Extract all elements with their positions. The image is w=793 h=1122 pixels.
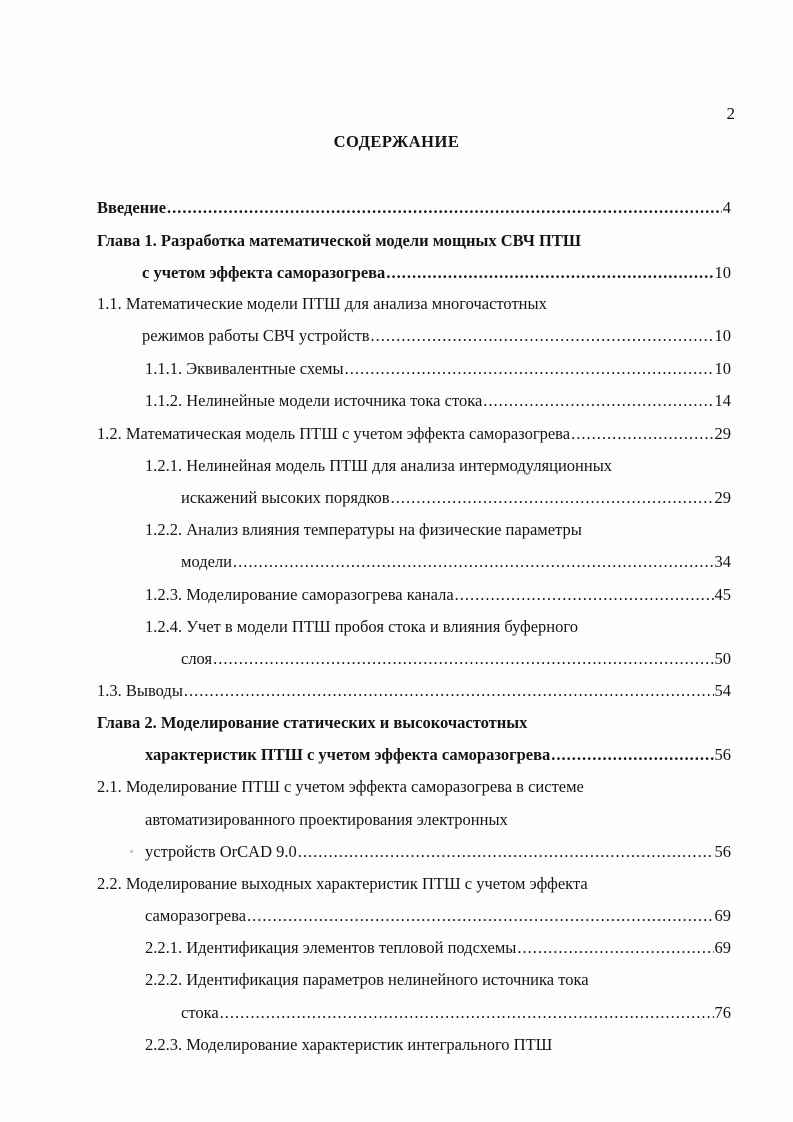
toc-entry-page: 10 <box>714 359 731 378</box>
toc-entry <box>97 777 584 797</box>
toc-leader-dots <box>345 359 714 379</box>
toc-leader-dots <box>233 552 714 572</box>
toc-entry <box>97 424 731 444</box>
toc-entry <box>145 842 731 862</box>
toc-entry-text: 1.2.1. Нелинейная модель ПТШ для анализа интермодуляционных <box>145 456 613 475</box>
toc-leader-dots <box>167 198 722 218</box>
toc-entry <box>97 231 581 251</box>
toc-entry <box>145 456 612 476</box>
toc-entry-text: 1.1. Математические модели ПТШ для анализа многочастотных <box>97 294 547 313</box>
toc-entry-text: с учетом эффекта саморазогрева <box>142 263 386 282</box>
page-number: 2 <box>726 104 735 123</box>
toc-entry <box>181 1003 731 1023</box>
toc-entry-page: 50 <box>714 649 731 668</box>
toc-entry <box>97 681 731 701</box>
toc-entry <box>97 874 588 894</box>
toc-entry-text: искажений высоких порядков <box>181 488 390 507</box>
toc-entry-page: 45 <box>714 585 731 604</box>
toc-entry-text: 2.2. Моделирование выходных характеристик ПТШ с учетом эффекта <box>97 874 588 893</box>
toc-entry <box>181 649 731 669</box>
toc-leader-dots <box>298 842 714 862</box>
toc-entry-text: 1.2.4. Учет в модели ПТШ пробоя стока и влияния буферного <box>145 617 578 636</box>
toc-leader-dots <box>371 326 714 346</box>
toc-entry-text: автоматизированного проектирования электронных <box>145 810 508 829</box>
toc-entry-page: 14 <box>714 391 731 410</box>
toc-entry <box>145 391 731 411</box>
scan-artifact <box>130 850 133 853</box>
toc-leader-dots <box>184 681 714 701</box>
toc-entry-page: 54 <box>714 681 731 700</box>
toc-entry <box>145 745 731 765</box>
toc-entry <box>97 713 527 733</box>
toc-leader-dots <box>551 745 713 765</box>
toc-entry <box>97 198 731 218</box>
toc-entry-page: 4 <box>722 198 731 217</box>
toc-entry-text: стока <box>181 1003 219 1022</box>
toc-entry-text: Глава 1. Разработка математической модели мощных СВЧ ПТШ <box>97 231 581 250</box>
toc-entry <box>97 294 547 314</box>
toc-entry <box>181 552 731 572</box>
toc-entry-page: 29 <box>714 488 731 507</box>
toc-entry-text: 1.3. Выводы <box>97 681 183 700</box>
toc-leader-dots <box>386 263 713 283</box>
toc-entry-text: 2.2.3. Моделирование характеристик интегрального ПТШ <box>145 1035 553 1054</box>
toc-entry-text: режимов работы СВЧ устройств <box>142 326 370 345</box>
toc-entry-page: 29 <box>714 424 731 443</box>
toc-entry-page: 10 <box>714 326 731 345</box>
toc-entry-page: 76 <box>714 1003 731 1022</box>
toc-entry-text: 2.1. Моделирование ПТШ с учетом эффекта саморазогрева в системе <box>97 777 584 796</box>
toc-leader-dots <box>213 649 713 669</box>
toc-entry-text: слоя <box>181 649 213 668</box>
toc-entry-page: 69 <box>714 906 731 925</box>
toc-entry-page: 34 <box>714 552 731 571</box>
toc-entry-text: модели <box>181 552 232 571</box>
page-title: СОДЕРЖАНИЕ <box>333 132 460 151</box>
toc-entry <box>145 617 578 637</box>
toc-entry <box>145 810 508 830</box>
toc-entry <box>145 359 731 379</box>
toc-leader-dots <box>220 1003 714 1023</box>
toc-leader-dots <box>483 391 713 411</box>
toc-leader-dots <box>455 585 714 605</box>
toc-entry <box>145 520 582 540</box>
toc-entry <box>145 585 731 605</box>
toc-entry-text: 1.2.2. Анализ влияния температуры на физические параметры <box>145 520 582 539</box>
toc-entry-page: 56 <box>714 842 731 861</box>
toc-entry-page: 10 <box>714 263 731 282</box>
toc-entry <box>145 938 731 958</box>
toc-entry <box>145 906 731 926</box>
toc-entry <box>142 326 731 346</box>
toc-entry-text: 2.2.2. Идентификация параметров нелинейного источника тока <box>145 970 589 989</box>
toc-entry-text: Введение <box>97 198 167 217</box>
toc-leader-dots <box>391 488 714 508</box>
toc-entry-text: 1.2.3. Моделирование саморазогрева канала <box>145 585 454 604</box>
toc-entry <box>181 488 731 508</box>
toc-entry-page: 69 <box>714 938 731 957</box>
toc-entry <box>145 970 589 990</box>
toc-entry <box>145 1035 552 1055</box>
toc-entry-text: 2.2.1. Идентификация элементов тепловой подсхемы <box>145 938 517 957</box>
toc-entry-text: 1.1.2. Нелинейные модели источника тока стока <box>145 391 483 410</box>
toc-entry <box>142 263 731 283</box>
toc-entry-text: 1.2. Математическая модель ПТШ с учетом эффекта саморазогрева <box>97 424 571 443</box>
toc-entry-text: характеристик ПТШ с учетом эффекта саморазогрева <box>145 745 551 764</box>
toc-entry-text: 1.1.1. Эквивалентные схемы <box>145 359 344 378</box>
toc-leader-dots <box>247 906 713 926</box>
toc-entry-text: саморазогрева <box>145 906 247 925</box>
toc-entry-page: 56 <box>714 745 731 764</box>
toc-entry-text: устройств OrCAD 9.0 <box>145 842 297 861</box>
toc-leader-dots <box>571 424 713 444</box>
toc-entry-text: Глава 2. Моделирование статических и высокочастотных <box>97 713 528 732</box>
toc-leader-dots <box>517 938 713 958</box>
